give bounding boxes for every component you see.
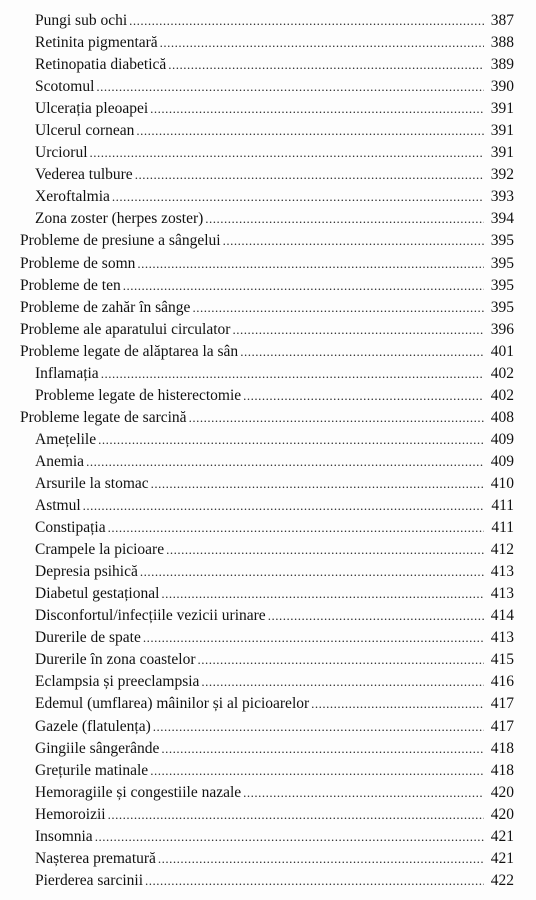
- toc-entry-sub: [0, 451, 536, 473]
- dot-leader: [143, 627, 484, 649]
- toc-entry-main: [0, 275, 536, 297]
- toc-entry-title: Ulcerația pleoapei: [35, 100, 149, 118]
- toc-entry-line: [35, 804, 514, 826]
- toc-entry-title: Gazele (flatulența): [35, 717, 151, 735]
- dot-leader: [166, 539, 484, 561]
- toc-entry-title: Diabetul gestațional: [35, 585, 160, 603]
- toc-entry-title: Probleme de ten: [20, 276, 121, 294]
- toc-entry-title: Amețelile: [35, 430, 97, 448]
- toc-entry-line: [35, 870, 514, 892]
- toc-entry-page-number: 411: [491, 519, 514, 537]
- toc-entry-title: Gingiile sângerânde: [35, 739, 160, 757]
- toc-entry-sub: [0, 716, 536, 738]
- table-of-contents: [0, 10, 536, 892]
- toc-entry-line: [35, 539, 514, 561]
- toc-entry-title: Probleme de zahăr în sânge: [20, 298, 191, 316]
- toc-entry-line: [35, 186, 514, 208]
- dot-leader: [223, 230, 484, 252]
- toc-entry-page-number: 395: [490, 276, 514, 294]
- toc-entry-page-number: 420: [490, 783, 514, 801]
- toc-entry-sub: [0, 539, 536, 561]
- toc-entry-line: [20, 341, 514, 363]
- toc-entry-page-number: 413: [490, 629, 514, 647]
- toc-entry-page-number: 391: [490, 100, 514, 118]
- toc-entry-page-number: 420: [490, 805, 514, 823]
- toc-entry-line: [35, 738, 514, 760]
- dot-leader: [123, 275, 484, 297]
- toc-entry-page-number: 396: [490, 320, 514, 338]
- toc-entry-sub: [0, 760, 536, 782]
- toc-entry-sub: [0, 693, 536, 715]
- toc-entry-line: [20, 230, 514, 252]
- dot-leader: [161, 738, 484, 760]
- toc-entry-page-number: 413: [490, 563, 514, 581]
- dot-leader: [136, 120, 484, 142]
- toc-entry-line: [35, 10, 514, 32]
- toc-entry-page-number: 402: [490, 386, 514, 404]
- toc-entry-line: [35, 826, 514, 848]
- toc-entry-main: [0, 253, 536, 275]
- dot-leader: [151, 473, 484, 495]
- toc-entry-line: [35, 473, 514, 495]
- toc-entry-line: [35, 363, 514, 385]
- toc-entry-line: [35, 120, 514, 142]
- toc-entry-sub: [0, 671, 536, 693]
- toc-entry-page-number: 409: [490, 452, 514, 470]
- toc-entry-line: [20, 275, 514, 297]
- toc-entry-sub: [0, 870, 536, 892]
- toc-entry-page-number: 422: [490, 871, 514, 889]
- toc-entry-sub: [0, 363, 536, 385]
- toc-entry-line: [35, 517, 514, 539]
- toc-entry-page-number: 408: [490, 408, 514, 426]
- dot-leader: [108, 517, 484, 539]
- toc-entry-page-number: 417: [490, 717, 514, 735]
- toc-entry-title: Probleme legate de histerectomie: [35, 386, 242, 404]
- toc-entry-title: Probleme de presiune a sângelui: [20, 232, 221, 250]
- toc-entry-title: Anemia: [35, 452, 85, 470]
- dot-leader: [101, 363, 484, 385]
- dot-leader: [140, 561, 484, 583]
- toc-entry-sub: [0, 804, 536, 826]
- toc-entry-line: [35, 693, 514, 715]
- toc-entry-page-number: 412: [490, 541, 514, 559]
- toc-entry-sub: [0, 98, 536, 120]
- toc-entry-title: Hemoroizii: [35, 805, 106, 823]
- dot-leader: [311, 693, 484, 715]
- toc-entry-title: Grețurile matinale: [35, 761, 149, 779]
- toc-entry-sub: [0, 54, 536, 76]
- toc-entry-page-number: 413: [490, 585, 514, 603]
- toc-entry-line: [20, 319, 514, 341]
- toc-entry-sub: [0, 10, 536, 32]
- toc-entry-page-number: 411: [491, 497, 514, 515]
- toc-entry-line: [35, 716, 514, 738]
- dot-leader: [90, 142, 484, 164]
- dot-leader: [192, 297, 484, 319]
- toc-entry-sub: [0, 583, 536, 605]
- toc-entry-page-number: 402: [490, 364, 514, 382]
- toc-entry-page-number: 415: [490, 651, 514, 669]
- toc-entry-line: [35, 451, 514, 473]
- toc-entry-line: [35, 782, 514, 804]
- toc-entry-title: Scotomul: [35, 78, 95, 96]
- toc-entry-sub: [0, 738, 536, 760]
- dot-leader: [153, 716, 484, 738]
- toc-entry-line: [20, 407, 514, 429]
- toc-entry-sub: [0, 473, 536, 495]
- toc-entry-sub: [0, 848, 536, 870]
- toc-entry-page-number: 387: [490, 12, 514, 29]
- dot-leader: [150, 760, 484, 782]
- dot-leader: [135, 164, 484, 186]
- dot-leader: [112, 186, 484, 208]
- toc-entry-title: Zona zoster (herpes zoster): [35, 210, 204, 228]
- dot-leader: [232, 319, 484, 341]
- toc-entry-title: Probleme legate de alăptarea la sân: [20, 342, 239, 360]
- toc-entry-title: Pungi sub ochi: [35, 12, 128, 29]
- toc-entry-line: [20, 297, 514, 319]
- toc-entry-title: Probleme ale aparatului circulator: [20, 320, 231, 338]
- toc-entry-sub: [0, 782, 536, 804]
- toc-entry-sub: [0, 429, 536, 451]
- dot-leader: [201, 671, 484, 693]
- toc-entry-page-number: 391: [490, 144, 514, 162]
- toc-entry-sub: [0, 649, 536, 671]
- toc-entry-sub: [0, 32, 536, 54]
- toc-entry-page-number: 410: [490, 474, 514, 492]
- dot-leader: [129, 10, 484, 32]
- toc-entry-line: [35, 32, 514, 54]
- toc-entry-title: Edemul (umflarea) mâinilor și al picioarelor: [35, 695, 310, 713]
- toc-entry-title: Disconfortul/infecțiile vezicii urinare: [35, 607, 266, 625]
- dot-leader: [268, 605, 484, 627]
- toc-entry-title: Retinita pigmentară: [35, 34, 158, 52]
- toc-entry-page-number: 409: [490, 430, 514, 448]
- dot-leader: [83, 495, 484, 517]
- toc-entry-page-number: 416: [490, 673, 514, 691]
- dot-leader: [86, 451, 484, 473]
- toc-entry-main: [0, 230, 536, 252]
- toc-entry-main: [0, 297, 536, 319]
- dot-leader: [161, 583, 484, 605]
- toc-entry-page-number: 421: [490, 849, 514, 867]
- toc-entry-title: Eclampsia și preeclampsia: [35, 673, 200, 691]
- dot-leader: [160, 32, 484, 54]
- toc-entry-title: Insomnia: [35, 827, 93, 845]
- toc-entry-line: [35, 76, 514, 98]
- toc-entry-sub: [0, 208, 536, 230]
- toc-entry-sub: [0, 385, 536, 407]
- toc-entry-main: [0, 341, 536, 363]
- toc-entry-main: [0, 319, 536, 341]
- toc-entry-page-number: 390: [490, 78, 514, 96]
- toc-entry-main: [0, 407, 536, 429]
- toc-entry-line: [35, 561, 514, 583]
- toc-entry-page-number: 395: [490, 254, 514, 272]
- dot-leader: [243, 782, 484, 804]
- toc-entry-page-number: 388: [490, 34, 514, 52]
- toc-entry-line: [35, 54, 514, 76]
- toc-entry-sub: [0, 495, 536, 517]
- toc-entry-sub: [0, 186, 536, 208]
- dot-leader: [150, 98, 484, 120]
- toc-entry-line: [35, 164, 514, 186]
- toc-entry-sub: [0, 164, 536, 186]
- toc-entry-line: [35, 208, 514, 230]
- dot-leader: [98, 429, 484, 451]
- toc-entry-line: [35, 98, 514, 120]
- dot-leader: [145, 870, 484, 892]
- toc-entry-page-number: 395: [490, 298, 514, 316]
- toc-entry-line: [35, 385, 514, 407]
- toc-entry-line: [35, 848, 514, 870]
- toc-entry-sub: [0, 142, 536, 164]
- toc-entry-page-number: 414: [490, 607, 514, 625]
- dot-leader: [243, 385, 484, 407]
- toc-entry-title: Durerile în zona coastelor: [35, 651, 196, 669]
- toc-entry-title: Constipația: [35, 519, 106, 537]
- toc-entry-sub: [0, 120, 536, 142]
- toc-entry-line: [35, 583, 514, 605]
- dot-leader: [189, 407, 484, 429]
- dot-leader: [158, 848, 484, 870]
- toc-entry-page-number: 389: [490, 56, 514, 74]
- toc-entry-page-number: 418: [490, 761, 514, 779]
- toc-entry-page-number: 393: [490, 188, 514, 206]
- toc-entry-line: [35, 760, 514, 782]
- toc-entry-title: Probleme legate de sarcină: [20, 408, 187, 426]
- toc-entry-title: Vederea tulbure: [35, 166, 133, 184]
- toc-entry-page-number: 401: [490, 342, 514, 360]
- toc-entry-title: Hemoragiile și congestiile nazale: [35, 783, 242, 801]
- dot-leader: [205, 208, 484, 230]
- toc-entry-line: [35, 142, 514, 164]
- toc-entry-title: Durerile de spate: [35, 629, 141, 647]
- toc-entry-sub: [0, 605, 536, 627]
- toc-entry-page-number: 417: [490, 695, 514, 713]
- toc-entry-title: Ulcerul cornean: [35, 122, 135, 140]
- toc-entry-title: Crampele la picioare: [35, 541, 165, 559]
- toc-entry-page-number: 391: [490, 122, 514, 140]
- toc-entry-title: Probleme de somn: [20, 254, 136, 272]
- toc-entry-title: Nașterea prematură: [35, 849, 156, 867]
- dot-leader: [137, 253, 484, 275]
- toc-entry-sub: [0, 561, 536, 583]
- toc-entry-sub: [0, 826, 536, 848]
- toc-entry-title: Astmul: [35, 497, 81, 515]
- toc-entry-line: [35, 671, 514, 693]
- toc-entry-sub: [0, 76, 536, 98]
- toc-entry-page-number: 394: [490, 210, 514, 228]
- toc-entry-sub: [0, 627, 536, 649]
- toc-entry-line: [20, 253, 514, 275]
- dot-leader: [168, 54, 484, 76]
- toc-entry-page-number: 392: [490, 166, 514, 184]
- dot-leader: [96, 76, 484, 98]
- dot-leader: [108, 804, 484, 826]
- toc-entry-line: [35, 605, 514, 627]
- toc-entry-line: [35, 649, 514, 671]
- toc-entry-title: Urciorul: [35, 144, 88, 162]
- toc-entry-line: [35, 627, 514, 649]
- toc-entry-title: Arsurile la stomac: [35, 474, 149, 492]
- toc-entry-page-number: 418: [490, 739, 514, 757]
- toc-entry-page-number: 421: [490, 827, 514, 845]
- toc-entry-title: Pierderea sarcinii: [35, 871, 144, 889]
- toc-entry-line: [35, 495, 514, 517]
- toc-entry-title: Inflamația: [35, 364, 99, 382]
- toc-entry-title: Xeroftalmia: [35, 188, 110, 206]
- toc-entry-sub: [0, 517, 536, 539]
- dot-leader: [95, 826, 484, 848]
- toc-entry-page-number: 395: [490, 232, 514, 250]
- dot-leader: [240, 341, 484, 363]
- toc-entry-title: Retinopatia diabetică: [35, 56, 167, 74]
- dot-leader: [198, 649, 484, 671]
- toc-entry-line: [35, 429, 514, 451]
- toc-entry-title: Depresia psihică: [35, 563, 138, 581]
